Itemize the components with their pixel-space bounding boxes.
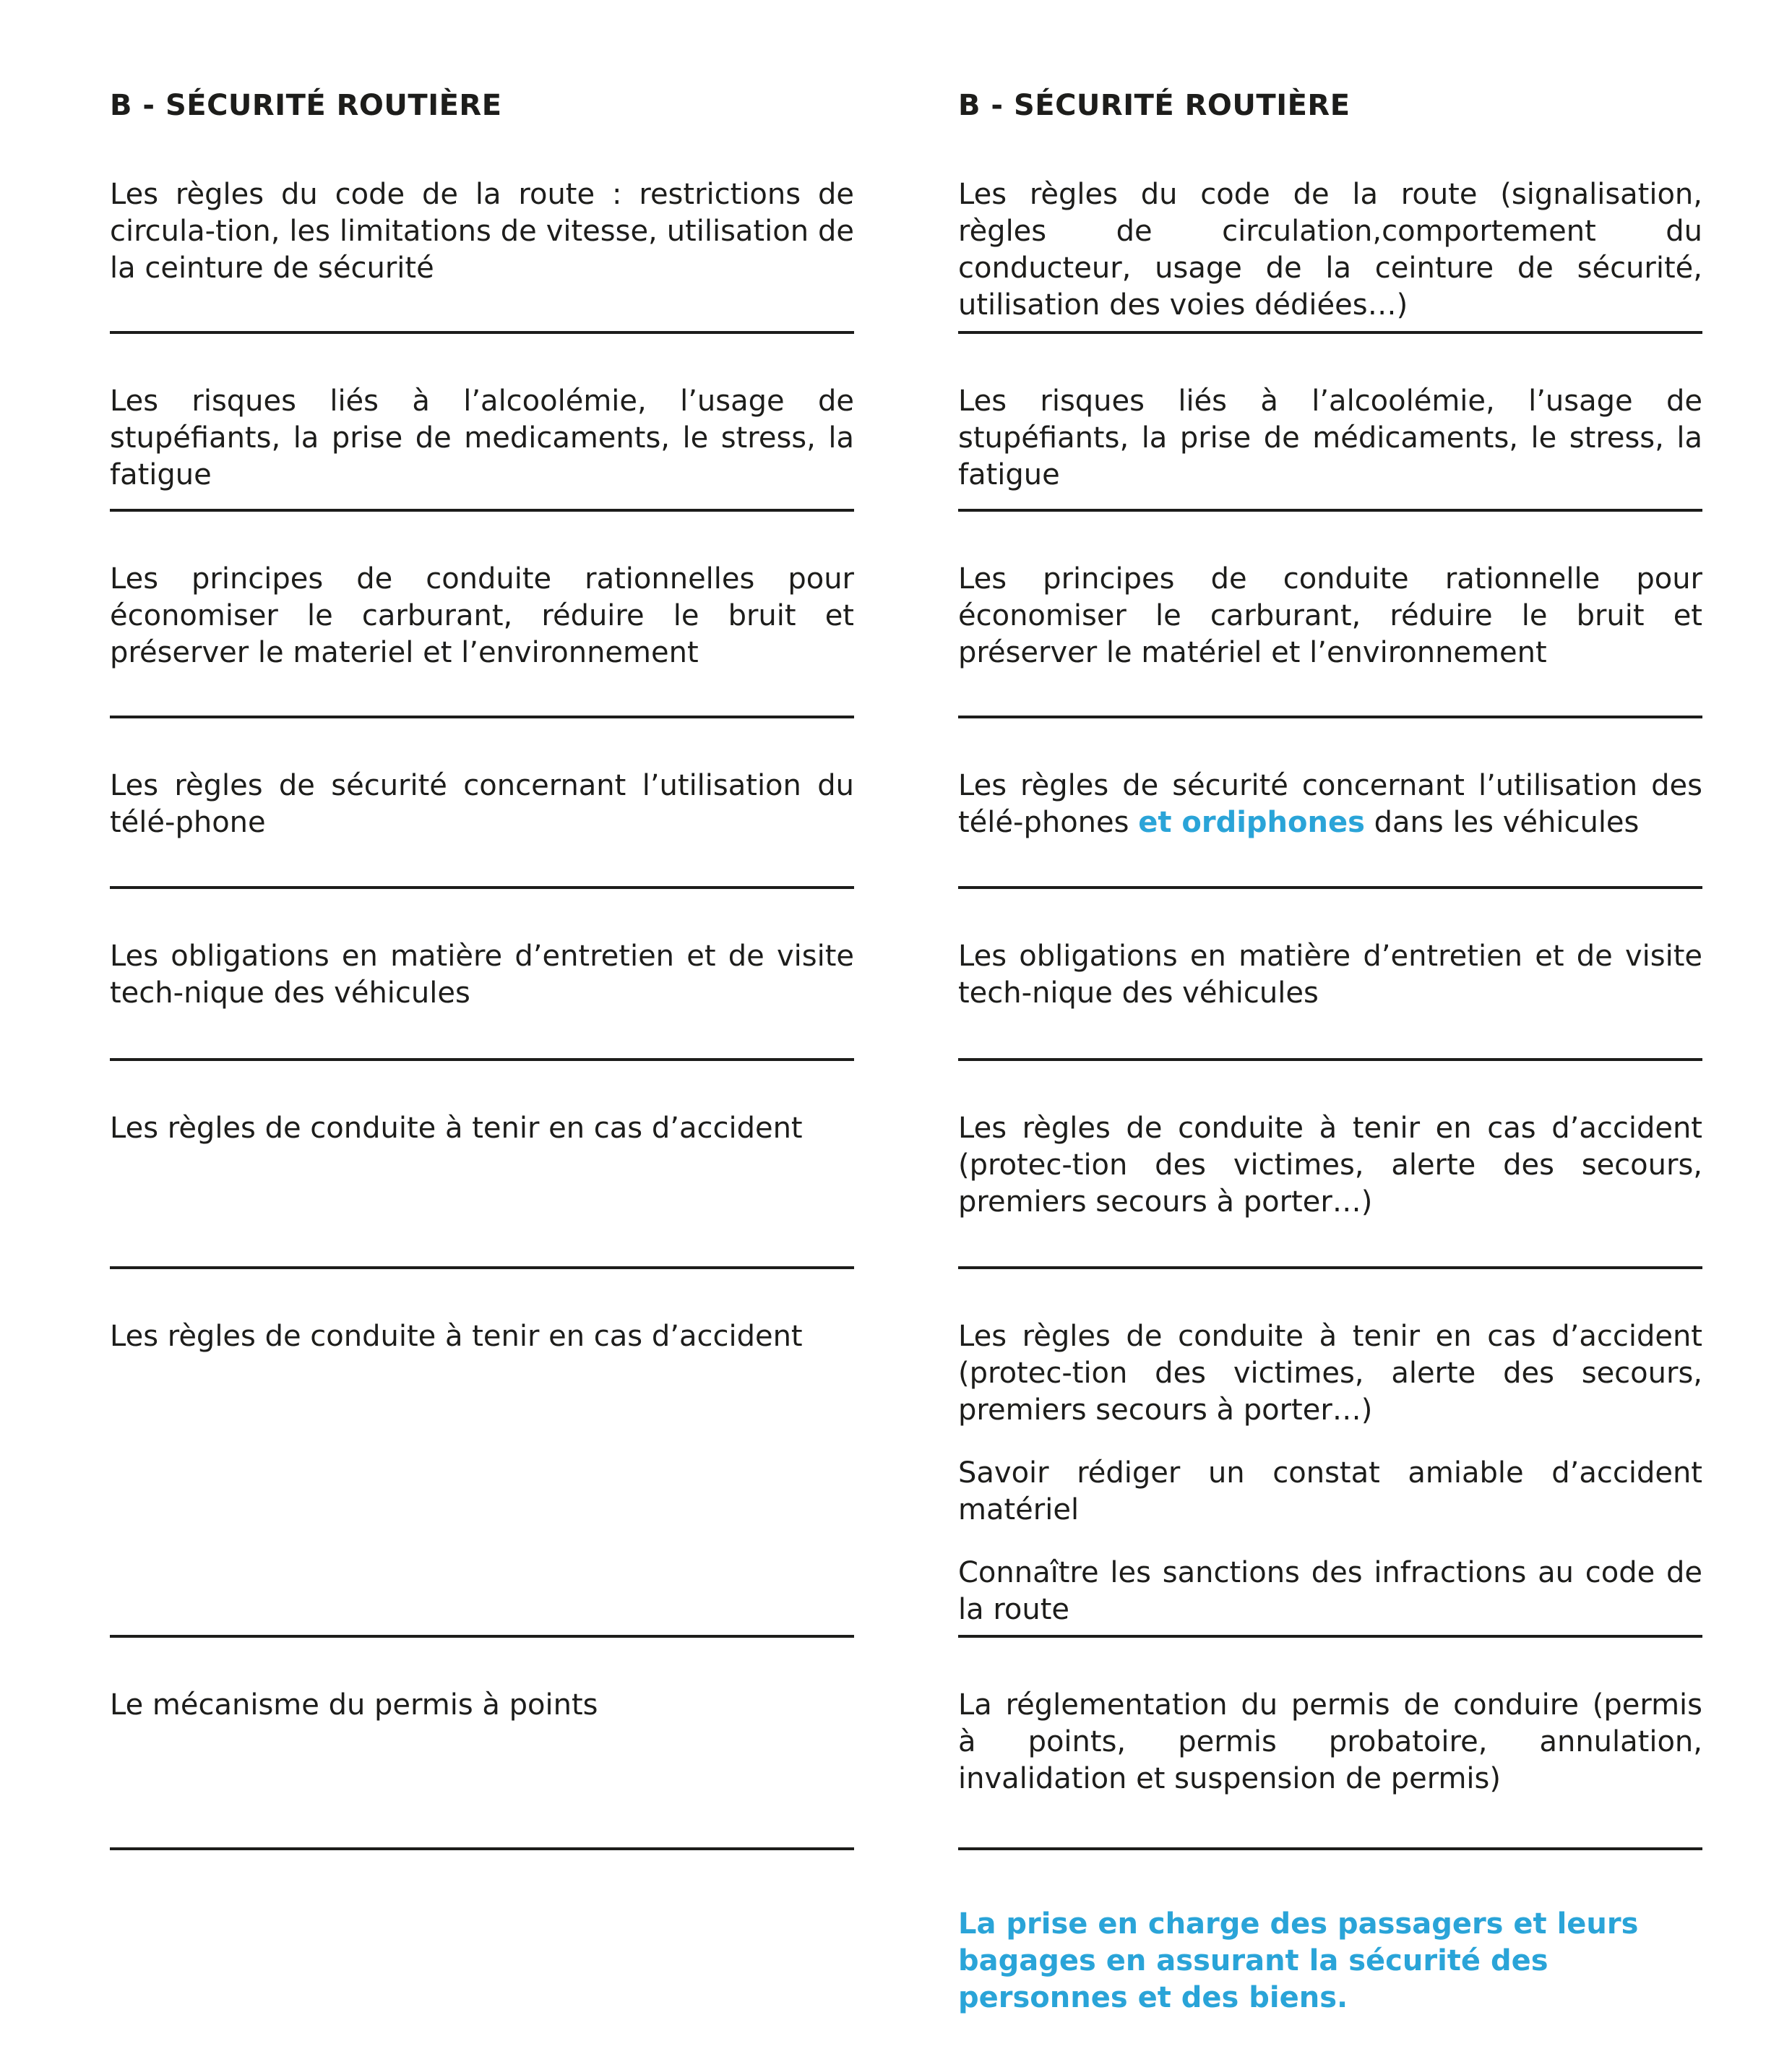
row-divider: [110, 716, 854, 718]
right-heading: B - SÉCURITÉ ROUTIÈRE: [958, 89, 1351, 122]
right-row-6: Les règles de conduite à tenir en cas d’accident (protec-tion des victimes, alerte des secours, premiers secours à porter…): [958, 1112, 1702, 1219]
left-row-3: Les principes de conduite rationnelles pour économiser le carburant, réduire le bruit et préserver le materiel et l’environnement: [110, 562, 854, 669]
row-divider: [110, 331, 854, 334]
right-row-4: Les règles de sécurité concernant l’utilisation des télé-phones et ordiphones dans les véhicules: [958, 769, 1702, 839]
row-divider: [958, 1266, 1702, 1269]
right-row-5: Les obligations en matière d’entretien et de visite tech-nique des véhicules: [958, 940, 1702, 1010]
row-divider: [958, 331, 1702, 334]
row-divider: [958, 716, 1702, 718]
final-note: La prise en charge des passagers et leurs bagages en assurant la sécurité des personnes et des biens.: [958, 1907, 1639, 2014]
row-divider: [110, 1058, 854, 1061]
right-row-2: Les risques liés à l’alcoolémie, l’usage de stupéfiants, la prise de médicaments, le stress, la fatigue: [958, 385, 1702, 491]
right-row-3: Les principes de conduite rationnelle pour économiser le carburant, réduire le bruit et préserver le matériel et l’environnement: [958, 562, 1702, 669]
left-row-2: Les risques liés à l’alcoolémie, l’usage de stupéfiants, la prise de medicaments, le stress, la fatigue: [110, 385, 854, 491]
highlighted-addition: et ordiphones: [1138, 806, 1365, 839]
row-divider: [958, 1635, 1702, 1638]
row-divider: [110, 1635, 854, 1638]
right-row-7: Les règles de conduite à tenir en cas d’accident (protec-tion des victimes, alerte des secours, premiers secours à porter…) Savoir rédiger un constat amiable d’accident matériel Connaître les sanctions des infractions au code de la route: [958, 1320, 1702, 1626]
left-row-1: Les règles du code de la route : restrictions de circula-tion, les limitations de vitesse, utilisation de la ceinture de sécurité: [110, 178, 854, 285]
left-row-5: Les obligations en matière d’entretien et de visite tech-nique des véhicules: [110, 940, 854, 1010]
row-divider: [958, 886, 1702, 889]
right-row-1: Les règles du code de la route (signalisation, règles de circulation,comportement du conducteur, usage de la ceinture de sécurité, utilisation des voies dédiées…): [958, 178, 1702, 322]
row-divider: [110, 886, 854, 889]
left-row-4: Les règles de sécurité concernant l’utilisation du télé-phone: [110, 769, 854, 839]
row-divider: [958, 1058, 1702, 1061]
left-row-8: Le mécanisme du permis à points: [110, 1688, 598, 1722]
row-divider: [958, 509, 1702, 512]
left-heading: B - SÉCURITÉ ROUTIÈRE: [110, 89, 502, 122]
row-divider: [110, 1266, 854, 1269]
left-row-7: Les règles de conduite à tenir en cas d’accident: [110, 1320, 803, 1353]
left-row-6: Les règles de conduite à tenir en cas d’accident: [110, 1112, 803, 1145]
right-row-8: La réglementation du permis de conduire (permis à points, permis probatoire, annulation, invalidation et suspension de permis): [958, 1688, 1702, 1795]
row-divider: [110, 1847, 854, 1850]
row-divider: [110, 509, 854, 512]
row-divider: [958, 1847, 1702, 1850]
